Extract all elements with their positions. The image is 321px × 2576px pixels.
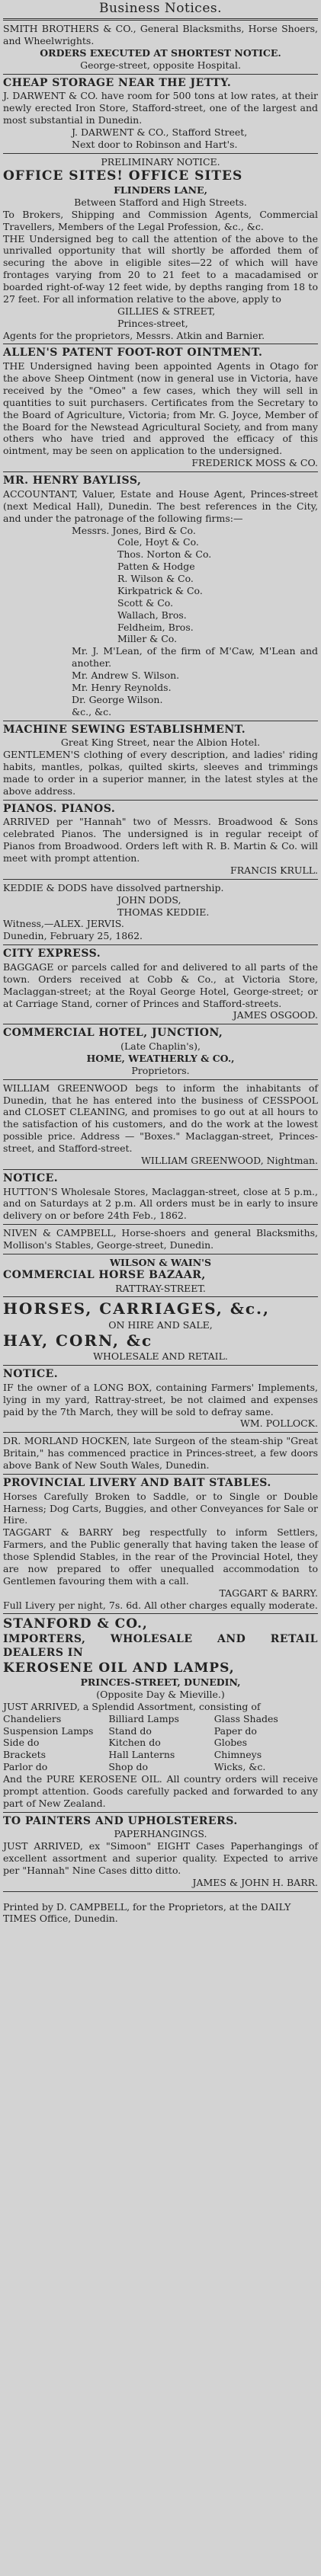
list-item: Chimneys bbox=[213, 1749, 262, 1761]
ad-subheading: ON HIRE AND SALE, bbox=[108, 1318, 213, 1331]
divider bbox=[3, 1432, 318, 1433]
ad-niven-campbell bbox=[3, 1227, 318, 1251]
ad-henry-bayliss bbox=[3, 475, 318, 718]
divider bbox=[3, 879, 318, 880]
ad-text: SMITH BROTHERS & CO., General Blacksmiths, Horse Shoers, and Wheelwrights. bbox=[3, 23, 318, 46]
ad-horse-bazaar bbox=[3, 1257, 318, 1295]
ad-body: WILLIAM GREENWOOD begs to inform the inhabitants of Dunedin, that he has entered into the business of CESSPOOL and CLOSET CLEANING, and promises to go out at all hours to the satisfaction of his customers, and do the work at the lowest possible price. Address — "Boxes." Maclaggan-street, Princes-street, and Stafford-street. bbox=[3, 1082, 318, 1155]
ad-signature: GILLIES & STREET, bbox=[117, 305, 216, 317]
ad-body: ACCOUNTANT, Valuer, Estate and House Agent, Princes-street (next Medical Hall), Dunedin. The best references in the City, and under the patronage of the following firms:— bbox=[3, 487, 318, 524]
lamp-column bbox=[108, 1713, 212, 1773]
patron-name: Miller & Co. bbox=[117, 633, 178, 645]
ad-body: KEDDIE & DODS have dissolved partnership. bbox=[3, 881, 224, 893]
page-title: Business Notices. bbox=[98, 1, 223, 16]
patron-name: Feldheim, Bros. bbox=[117, 621, 194, 633]
ad-body: THE Undersigned having been appointed Agents in Otago for the above Sheep Ointment (now in general use in Victoria, have received by the "Omeo" a few cases, which they will sell in quantities to suit purchasers. Certificates from the Secretary to the Board of Agriculture, Victoria; from Mr. G. Joyce, Member of the Board for the Newstead Agricultural Society, and from many others who have tried and approved the efficacy of this ointment, may be seen on application to the undersigned. bbox=[3, 360, 318, 457]
ad-body: ARRIVED per "Hannah" two of Messrs. Broadwood & Sons celebrated Pianos. The undersigned is in regular receipt of Pianos from Broadwood. Orders left with R. B. Martin & Co. will meet with prompt attention. bbox=[3, 816, 318, 865]
patron-name: Scott & Co. bbox=[117, 596, 174, 609]
divider bbox=[3, 1169, 318, 1170]
newspaper-column bbox=[3, 0, 318, 1934]
ad-heading: IMPORTERS, WHOLESALE AND RETAIL DEALERS IN bbox=[3, 1632, 318, 1659]
ad-body: Horses Carefully Broken to Saddle, or to Single or Double Harness; Dog Carts, Buggies, and other Conveyances for Sale or Hire. bbox=[3, 1490, 318, 1526]
divider bbox=[3, 471, 318, 472]
divider bbox=[3, 1296, 318, 1297]
ad-subheading: FLINDERS LANE, bbox=[114, 184, 207, 197]
ad-smith-brothers bbox=[3, 23, 318, 72]
divider bbox=[3, 944, 318, 945]
ad-city-express bbox=[3, 948, 318, 1021]
ad-footnote: Full Livery per night, 7s. 6d. All other charges equally moderate. bbox=[3, 1599, 318, 1611]
ad-heading: ALLEN'S PATENT FOOT-ROT OINTMENT. bbox=[3, 347, 263, 360]
divider bbox=[3, 74, 318, 75]
list-item: Billiard Lamps bbox=[108, 1712, 179, 1724]
ad-heading: CITY EXPRESS. bbox=[3, 948, 101, 960]
list-item: Shop do bbox=[108, 1761, 149, 1773]
divider bbox=[3, 153, 318, 154]
list-item: Wicks, &c. bbox=[213, 1761, 266, 1773]
ad-dr-hocken bbox=[3, 1435, 318, 1472]
ad-signature: JAMES & JOHN H. BARR. bbox=[192, 1876, 318, 1888]
ad-body: J. DARWENT & CO. have room for 500 tons at low rates, at their newly erected Iron Store, Stafford-street, one of the largest and most substantial in Dunedin. bbox=[3, 90, 318, 126]
ad-heading: STANFORD & CO., bbox=[3, 1616, 148, 1632]
divider bbox=[3, 1224, 318, 1225]
ad-heading: OFFICE SITES! OFFICE SITES bbox=[3, 168, 243, 184]
ad-heading: WILSON & WAIN'S bbox=[109, 1256, 212, 1268]
ad-date: Dunedin, February 25, 1862. bbox=[3, 930, 143, 942]
lamp-column bbox=[214, 1713, 318, 1773]
ad-text: George-street, opposite Hospital. bbox=[80, 59, 241, 71]
ad-text: ORDERS EXECUTED AT SHORTEST NOTICE. bbox=[40, 46, 281, 59]
list-item: Globes bbox=[213, 1737, 248, 1749]
ad-body: IF the owner of a LONG BOX, containing Farmers' Implements, lying in my yard, Rattray-street, be not claimed and expenses paid by the 7th March, they will be sold to defray same. bbox=[3, 1381, 318, 1417]
list-item: Kitchen do bbox=[108, 1737, 161, 1749]
divider bbox=[3, 1891, 318, 1892]
divider bbox=[3, 1613, 318, 1614]
ad-heading: HORSES, CARRIAGES, &c., bbox=[3, 1299, 270, 1318]
list-item: Suspension Lamps bbox=[3, 1724, 94, 1737]
ad-heading: PIANOS. PIANOS. bbox=[3, 802, 116, 815]
ad-signature: JOHN DODS, bbox=[117, 893, 181, 906]
ad-greenwood bbox=[3, 1082, 318, 1167]
list-item: Chandeliers bbox=[3, 1712, 62, 1724]
ad-heading: NOTICE. bbox=[3, 1368, 59, 1380]
ad-signature: TAGGART & BARRY. bbox=[219, 1587, 318, 1599]
ad-subheading: WHOLESALE AND RETAIL. bbox=[93, 1350, 228, 1363]
ad-heading: PROVINCIAL LIVERY AND BAIT STABLES. bbox=[3, 1476, 271, 1489]
ad-subheading: Great King Street, near the Albion Hotel. bbox=[60, 737, 261, 749]
list-item: Parlor do bbox=[3, 1761, 48, 1773]
ad-hutton-notice bbox=[3, 1172, 318, 1222]
patron-name: Mr. J. M'Lean, of the firm of M'Caw, M'Lean and another. bbox=[72, 645, 318, 670]
patron-name: Wallach, Bros. bbox=[117, 609, 187, 621]
printer-footer: Printed by D. CAMPBELL, for the Proprietors, at the DAILY TIMES Office, Dunedin. bbox=[3, 1901, 291, 1925]
divider bbox=[3, 1079, 318, 1080]
patron-name: Thos. Norton & Co. bbox=[117, 548, 212, 561]
ad-signature: THOMAS KEDDIE. bbox=[117, 906, 210, 918]
ad-stanford-kerosene bbox=[3, 1616, 318, 1809]
list-item: Paper do bbox=[213, 1724, 257, 1737]
lamp-column bbox=[3, 1713, 107, 1773]
ad-horses-carriages bbox=[3, 1299, 318, 1363]
ad-commercial-hotel bbox=[3, 1027, 318, 1076]
ad-body: BAGGAGE or parcels called for and delivered to all parts of the town. Orders received at Cobb & Co., at Victoria Store, Maclaggan-street; at the Royal George Hotel, George-street; or at Carriage Stand, corner of Princes and Stafford-streets. bbox=[3, 960, 318, 1009]
ad-signature: JAMES OSGOOD. bbox=[233, 1009, 318, 1021]
divider bbox=[3, 1812, 318, 1813]
patron-name: Mr. Henry Reynolds. bbox=[72, 681, 172, 693]
ad-body: And the PURE KEROSENE OIL. All country orders will receive prompt attention. Goods carefully packed and forwarded to any part of New Zealand. bbox=[3, 1773, 318, 1809]
divider bbox=[3, 18, 318, 21]
ad-heading: TO PAINTERS AND UPHOLSTERERS. bbox=[3, 1814, 238, 1827]
ad-machine-sewing bbox=[3, 724, 318, 797]
ad-heading: HAY, CORN, &c bbox=[3, 1331, 153, 1350]
ad-intro: JUST ARRIVED, a Splendid Assortment, consisting of bbox=[3, 1700, 261, 1712]
ad-long-box-notice bbox=[3, 1368, 318, 1430]
ad-pianos bbox=[3, 803, 318, 877]
ad-livery-stables bbox=[3, 1477, 318, 1612]
ad-signature: FRANCIS KRULL. bbox=[230, 864, 318, 876]
divider bbox=[3, 1474, 318, 1475]
ad-subheading: Proprietors. bbox=[131, 1064, 190, 1076]
ad-body: NIVEN & CAMPBELL, Horse-shoers and general Blacksmiths, Mollison's Stables, George-street, Dunedin. bbox=[3, 1227, 318, 1251]
patron-name: Patten & Hodge bbox=[117, 561, 195, 573]
patron-name: &c., &c. bbox=[72, 705, 112, 718]
ad-signature: Agents for the proprietors, Messrs. Atkin and Barnier. bbox=[3, 329, 265, 341]
ad-body: GENTLEMEN'S clothing of every description, and ladies' riding habits, mantles, polkas, quilted skirts, sleeves and trimmings made to order in a superior manner, in the latest styles at the above address. bbox=[3, 749, 318, 797]
list-item: Brackets bbox=[3, 1749, 47, 1761]
ad-signature: WM. POLLOCK. bbox=[240, 1417, 318, 1430]
ad-cheap-storage bbox=[3, 77, 318, 151]
ad-subheading: PRINCES-STREET, DUNEDIN, bbox=[80, 1676, 241, 1689]
ad-paperhangings bbox=[3, 1815, 318, 1889]
ad-intro: To Brokers, Shipping and Commission Agents, Commercial Travellers, Members of the Legal Profession, &c., &c. bbox=[3, 208, 318, 232]
patron-name: Mr. Andrew S. Wilson. bbox=[72, 670, 180, 681]
patron-name: Kirkpatrick & Co. bbox=[117, 584, 203, 596]
ad-heading: COMMERCIAL HOTEL, JUNCTION, bbox=[3, 1027, 223, 1040]
ad-heading: MACHINE SEWING ESTABLISHMENT. bbox=[3, 723, 246, 736]
ad-heading: CHEAP STORAGE NEAR THE JETTY. bbox=[3, 76, 232, 89]
ad-body: THE Undersigned beg to call the attention of the above to the unrivalled opportunity that will shortly be afforded them of securing the above in eligible sites—22 of which will have frontages varying from 20 to 21 feet to a macadamised or boarded right-of-way 12 feet wide, by depths ranging from 18 to 27 feet. For all information relative to the above, apply to bbox=[3, 232, 318, 305]
ad-heading: MR. HENRY BAYLISS, bbox=[3, 475, 142, 487]
ad-body: DR. MORLAND HOCKEN, late Surgeon of the steam-ship "Great Britain," has commenced practice in Princes-street, a few doors above Bank of New South Wales, Dunedin. bbox=[3, 1435, 318, 1472]
ad-subheading: (Late Chaplin's), bbox=[120, 1040, 201, 1053]
ad-subheading: PAPERHANGINGS. bbox=[114, 1828, 207, 1840]
ad-heading: COMMERCIAL HORSE BAZAAR, bbox=[3, 1268, 206, 1281]
ad-body: HUTTON'S Wholesale Stores, Maclaggan-street, close at 5 p.m., and on Saturdays at 2 p.m. All orders must be in early to insure delivery on or before 24th Feb., 1862. bbox=[3, 1185, 318, 1222]
ad-subheading: Between Stafford and High Streets. bbox=[74, 196, 247, 208]
divider bbox=[3, 800, 318, 801]
ad-subheading: PRELIMINARY NOTICE. bbox=[101, 155, 220, 168]
ad-office-sites bbox=[3, 156, 318, 342]
ad-witness: Witness,—ALEX. JERVIS. bbox=[3, 918, 124, 930]
ad-heading: KEROSENE OIL AND LAMPS, bbox=[3, 1660, 235, 1676]
ad-signature: FREDERICK MOSS & CO. bbox=[191, 457, 318, 469]
list-item: Glass Shades bbox=[213, 1712, 278, 1724]
list-item: Side do bbox=[3, 1737, 40, 1749]
ad-signature: J. DARWENT & CO., Stafford Street, bbox=[72, 126, 248, 138]
ad-footrot-ointment bbox=[3, 347, 318, 469]
ad-body: TAGGART & BARRY beg respectfully to inform Settlers, Farmers, and the Public generally that having taken the lease of those Splendid Stables, in the rear of the Provincial Hotel, they are now prepared to offer unequalled accommodation to Gentlemen favouring them with a call. bbox=[3, 1526, 318, 1587]
ad-signature: WILLIAM GREENWOOD, Nightman. bbox=[141, 1154, 318, 1166]
list-item: Hall Lanterns bbox=[108, 1749, 175, 1761]
patron-name: Dr. George Wilson. bbox=[72, 693, 163, 705]
list-item: Stand do bbox=[108, 1724, 152, 1737]
ad-subheading: HOME, WEATHERLY & CO., bbox=[86, 1052, 235, 1064]
patron-name: Cole, Hoyt & Co. bbox=[117, 536, 199, 548]
patron-name: R. Wilson & Co. bbox=[117, 573, 194, 584]
lamp-list bbox=[3, 1713, 318, 1773]
ad-signature: Next door to Robinson and Hart's. bbox=[72, 138, 238, 150]
divider bbox=[3, 1365, 318, 1366]
ad-body: JUST ARRIVED, ex "Simoon" EIGHT Cases Paperhangings of excellent assortment and superior quality. Expected to arrive per "Hannah" Nine Cases ditto ditto. bbox=[3, 1840, 318, 1877]
patron-name: Messrs. Jones, Bird & Co. bbox=[72, 524, 196, 536]
ad-subheading: RATTRAY-STREET. bbox=[115, 1282, 206, 1294]
ad-heading: NOTICE. bbox=[3, 1171, 59, 1184]
ad-keddie-dods bbox=[3, 882, 318, 942]
ad-signature: Princes-street, bbox=[117, 317, 188, 329]
ad-subheading: (Opposite Day & Mieville.) bbox=[96, 1688, 225, 1700]
